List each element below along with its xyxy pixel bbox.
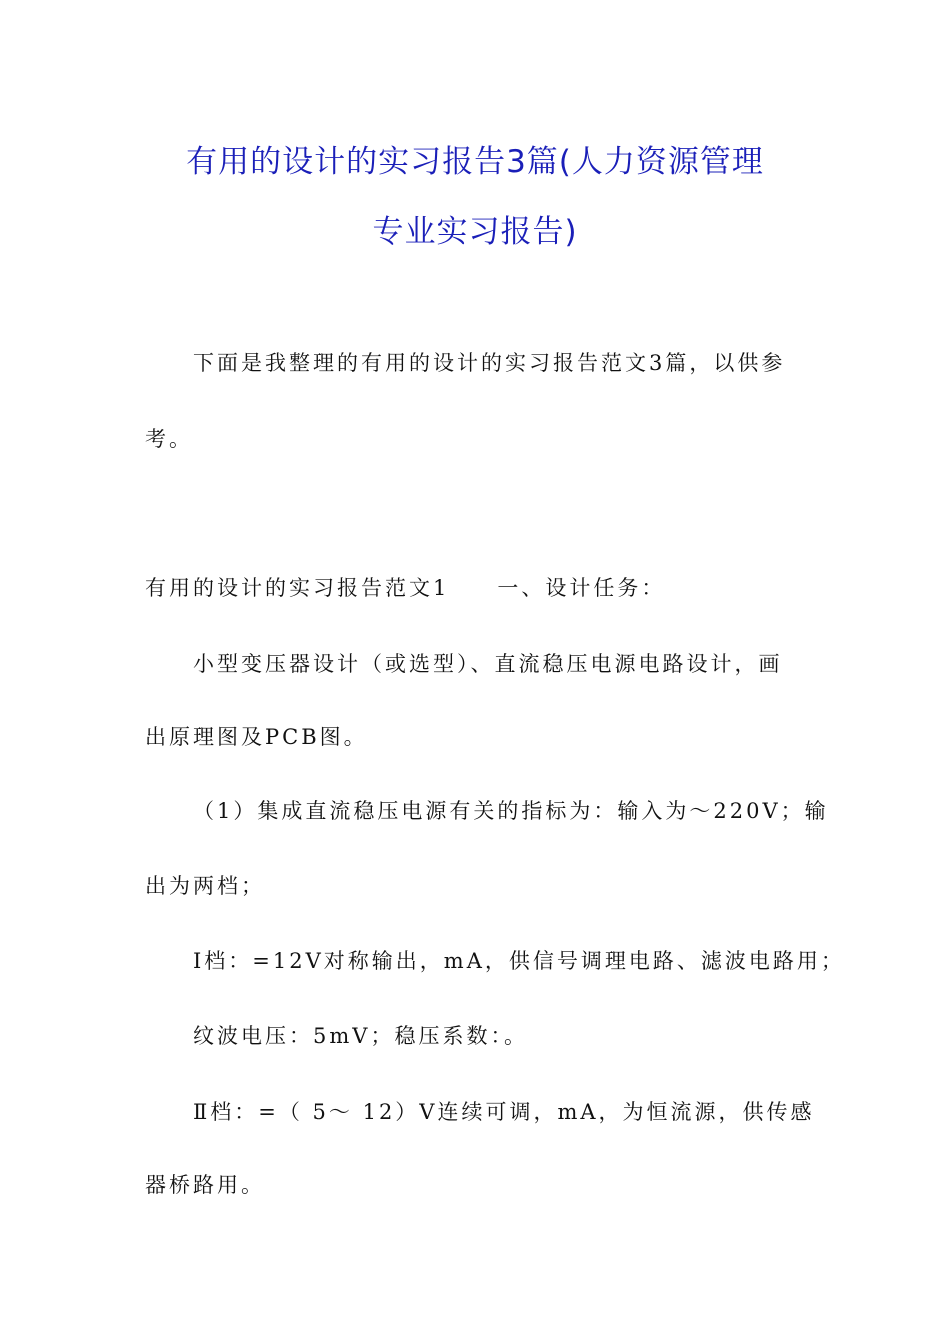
paragraph-1-line-2: 出原理图及PCB图。 — [145, 725, 368, 749]
paragraph-3-line-2: 纹波电压：5mV；稳压系数：。 — [193, 1024, 528, 1048]
document-title-line-1: 有用的设计的实习报告3篇(人力资源管理 — [186, 144, 764, 180]
intro-paragraph-line-2: 考。 — [145, 427, 193, 451]
intro-paragraph-line-1: 下面是我整理的有用的设计的实习报告范文3篇，以供参 — [193, 351, 786, 375]
document-title-line-2: 专业实习报告) — [372, 214, 578, 250]
section-heading: 有用的设计的实习报告范文1 一、设计任务： — [145, 576, 666, 600]
paragraph-4-line-2: 器桥路用。 — [145, 1173, 265, 1197]
paragraph-2-line-2: 出为两档； — [145, 874, 265, 898]
paragraph-3-line-1: Ⅰ档：=12V对称输出，mA，供信号调理电路、滤波电路用； — [193, 949, 845, 973]
paragraph-1-line-1: 小型变压器设计（或选型）、直流稳压电源电路设计，画 — [193, 652, 783, 676]
paragraph-2-line-1: （1）集成直流稳压电源有关的指标为：输入为～220V；输 — [193, 799, 829, 823]
paragraph-4-line-1: Ⅱ档：=（ 5～ 12）V连续可调，mA，为恒流源，供传感 — [193, 1100, 815, 1124]
